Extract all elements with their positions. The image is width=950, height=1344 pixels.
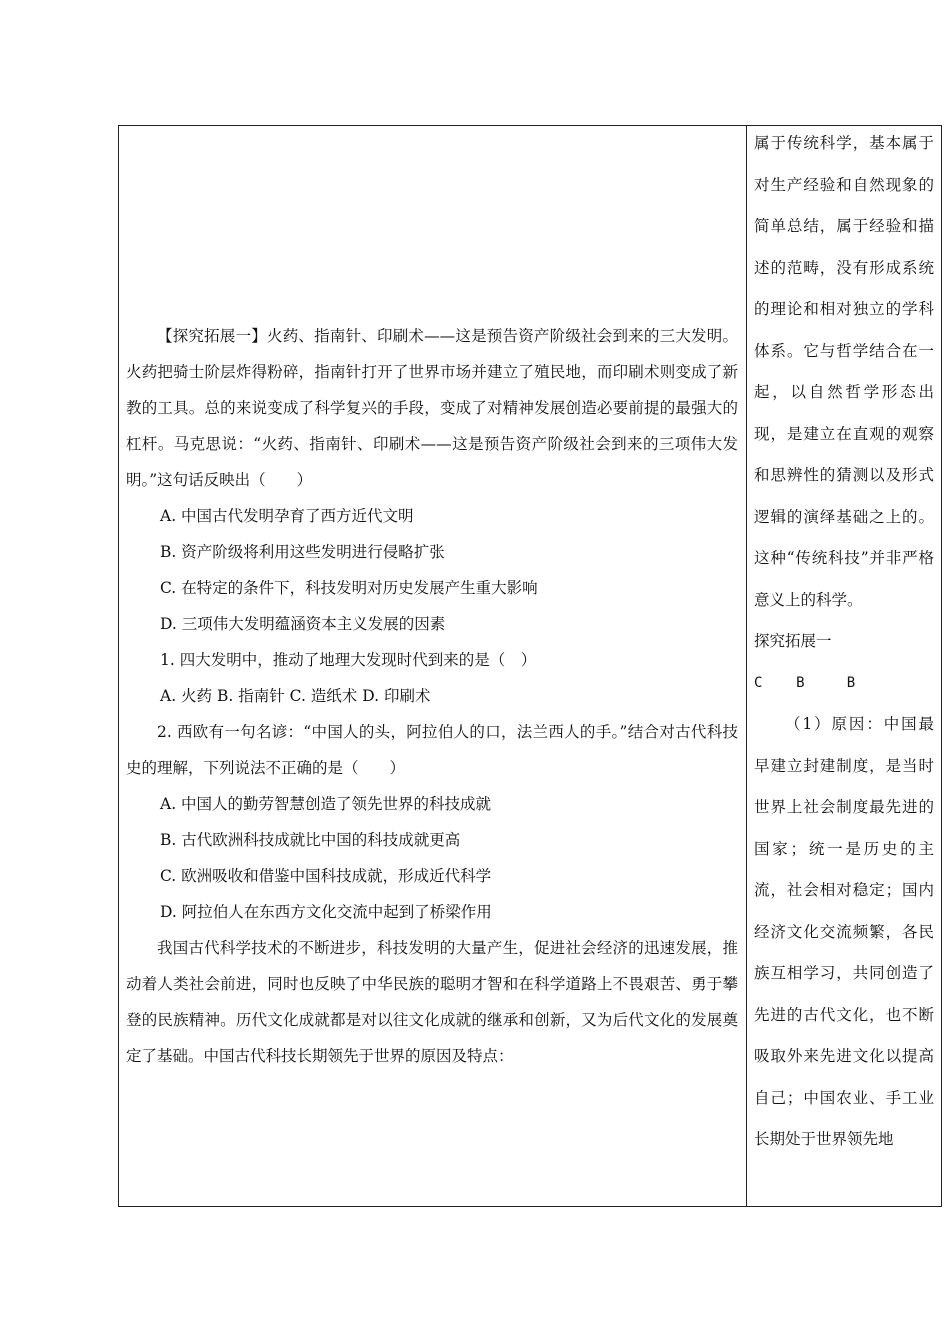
answers-heading: 探究拓展一 [754,632,832,650]
explore-intro: 【探究拓展一】火药、指南针、印刷术——这是预告资产阶级社会到来的三大发明。火药把骑士阶层炸得粉碎，指南针打开了世界市场并建立了殖民地，而印刷术则变成了新教的工具。总的来说变成了科学复兴的手段，变成了对精神发展创造必要前提的最强大的杠杆。马克思说：“火药、指南针、印刷术——这是预告资产阶级社会到来的三项伟大发明。”这句话反映出（ ） [126,327,738,489]
q2-option-c: C. 欧洲吸收和借鉴中国科技成就，形成近代科学 [160,867,492,885]
answers-line: C B B [754,674,856,691]
reason-text: （1）原因：中国最早建立封建制度，是当时世界上社会制度最先进的国家；统一是历史的主流，社会相对稳定；国内经济文化交流频繁，各民族互相学习，共同创造了先进的古代文化，也不断吸取外来先进文化以提高自己；中国农业、手工业长期处于世界领先地 [754,715,934,1148]
q2-option-d: D. 阿拉伯人在东西方文化交流中起到了桥梁作用 [160,903,492,921]
q2-option-a: A. 中国人的勤劳智慧创造了领先世界的科技成就 [160,795,492,813]
left-column [126,318,738,1074]
q0-option-c: C. 在特定的条件下，科技发明对历史发展产生重大影响 [160,579,538,597]
right-column [754,123,934,1161]
summary-paragraph: 我国古代科学技术的不断进步，科技发明的大量产生，促进社会经济的迅速发展，推动着人类社会前进，同时也反映了中华民族的聪明才智和在科学道路上不畏艰苦、勇于攀登的民族精神。历代文化成就都是对以往文化成就的继承和创新，又为后代文化的发展奠定了基础。中国古代科技长期领先于世界的原因及特点： [126,939,738,1065]
q2-option-b: B. 古代欧洲科技成就比中国的科技成就更高 [160,831,461,849]
q0-option-b: B. 资产阶级将利用这些发明进行侵略扩张 [160,543,445,561]
q0-option-d: D. 三项伟大发明蕴涵资本主义发展的因素 [160,615,446,633]
q1-options: A. 火药 B. 指南针 C. 造纸术 D. 印刷术 [160,687,431,705]
q1-stem: 1. 四大发明中，推动了地理大发现时代到来的是（ ） [160,651,537,669]
traditional-science-text: 属于传统科学，基本属于对生产经验和自然现象的简单总结，属于经验和描述的范畴，没有形成系统的理论和相对独立的学科体系。它与哲学结合在一起，以自然哲学形态出现，是建立在直观的观察和思辨性的猜测以及形式逻辑的演绎基础之上的。这种“传统科技”并非严格意义上的科学。 [754,134,934,609]
column-divider [746,125,747,1207]
q2-stem: 2. 西欧有一句名谚：“中国人的头，阿拉伯人的口，法兰西人的手。”结合对古代科技史的理解，下列说法不正确的是（ ） [126,723,738,777]
q0-option-a: A. 中国古代发明孕育了西方近代文明 [160,507,414,525]
